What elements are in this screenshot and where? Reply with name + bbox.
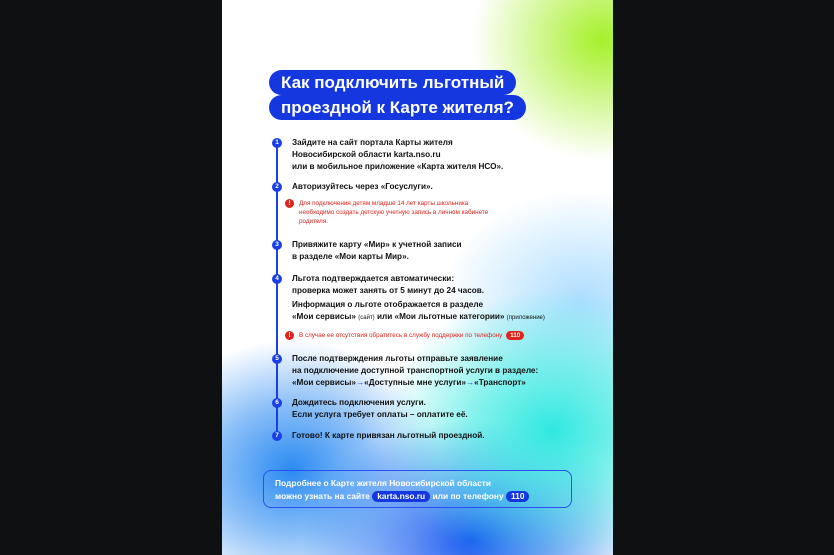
phone-badge: 110 [506,491,530,502]
exclamation-icon: ! [285,331,294,340]
support-text: В случае ее отсутствия обратитесь в службу поддержки по телефону [299,332,503,339]
title-line-2: проездной к Карте жителя? [269,95,526,120]
or-label: или [376,312,393,321]
step-6-line-2: Если услуга требует оплаты – оплатите её. [292,410,468,419]
step-2-warning [285,199,489,226]
step-3-line-1: Привяжите карту «Мир» к учетной записи [292,240,462,249]
step-4-info-line-2 [292,311,592,324]
step-number-2: 2 [272,182,282,192]
step-2-warning-text: Для подключения детям младше 14 лет карты школьника необходимо создать детскую учетную запись в личном кабинете родителя. [299,200,489,225]
step-number-6: 6 [272,398,282,408]
arrow-right-icon: → [465,378,475,387]
step-4-line-1: Льгота подтверждается автоматически: [292,274,455,283]
step-3-text [292,239,592,263]
exclamation-icon: ! [285,199,294,208]
step-number-1: 1 [272,138,282,148]
step-6-text [292,397,592,421]
my-services-label: «Мои сервисы» [292,312,356,321]
path-available-services: «Доступные мне услуги» [364,378,466,387]
step-number-7: 7 [272,431,282,441]
footer-line-1: Подробнее о Карте жителя Новосибирской области [275,478,491,488]
step-5-line-1: После подтверждения льготы отправьте заявление [292,354,503,363]
app-note: (приложение) [506,315,545,321]
step-1-line-1: Зайдите на сайт портала Карты жителя [292,138,453,147]
step-4-line-2: проверка может занять от 5 минут до 24 часов. [292,286,485,295]
step-2-line-1: Авторизуйтесь через «Госуслуги». [292,182,433,191]
step-5-path [292,377,592,389]
step-1-line-3: или в мобильное приложение «Карта жителя НСО». [292,162,504,171]
step-1-text [292,137,592,173]
step-2-text [292,181,592,193]
my-categories-label: «Мои льготные категории» [394,312,505,321]
site-note: (сайт) [358,315,375,321]
step-7-text [292,430,592,442]
step-1-line-2: Новосибирской области karta.nso.ru [292,150,441,159]
arrow-right-icon: → [355,378,365,387]
footer-info-box [263,470,572,508]
step-5-text [292,353,592,389]
site-link[interactable]: karta.nso.ru [372,491,430,502]
path-transport: «Транспорт» [474,378,526,387]
step-number-4: 4 [272,274,282,284]
title-line-1: Как подключить льготный [269,70,516,95]
path-my-services: «Мои сервисы» [292,378,356,387]
step-4-text [292,273,592,297]
step-4-info-line-1: Информация о льготе отображается в разделе [292,300,484,309]
info-leaflet [222,0,613,555]
step-5-line-2: на подключение доступной транспортной услуги в разделе: [292,366,539,375]
footer-site-prefix: можно узнать на сайте [275,491,370,501]
step-6-line-1: Дождитесь подключения услуги. [292,398,426,407]
step-4-warning [285,331,524,340]
step-7-line-1: Готово! К карте привязан льготный проездной. [292,431,485,440]
step-number-5: 5 [272,354,282,364]
support-phone-badge: 110 [506,331,524,340]
footer-line-2 [275,490,571,503]
step-4-warning-text [299,331,524,340]
step-3-line-2: в разделе «Мои карты Мир». [292,252,409,261]
step-number-3: 3 [272,240,282,250]
step-4-info [292,299,592,324]
footer-phone-prefix: или по телефону [432,491,504,501]
